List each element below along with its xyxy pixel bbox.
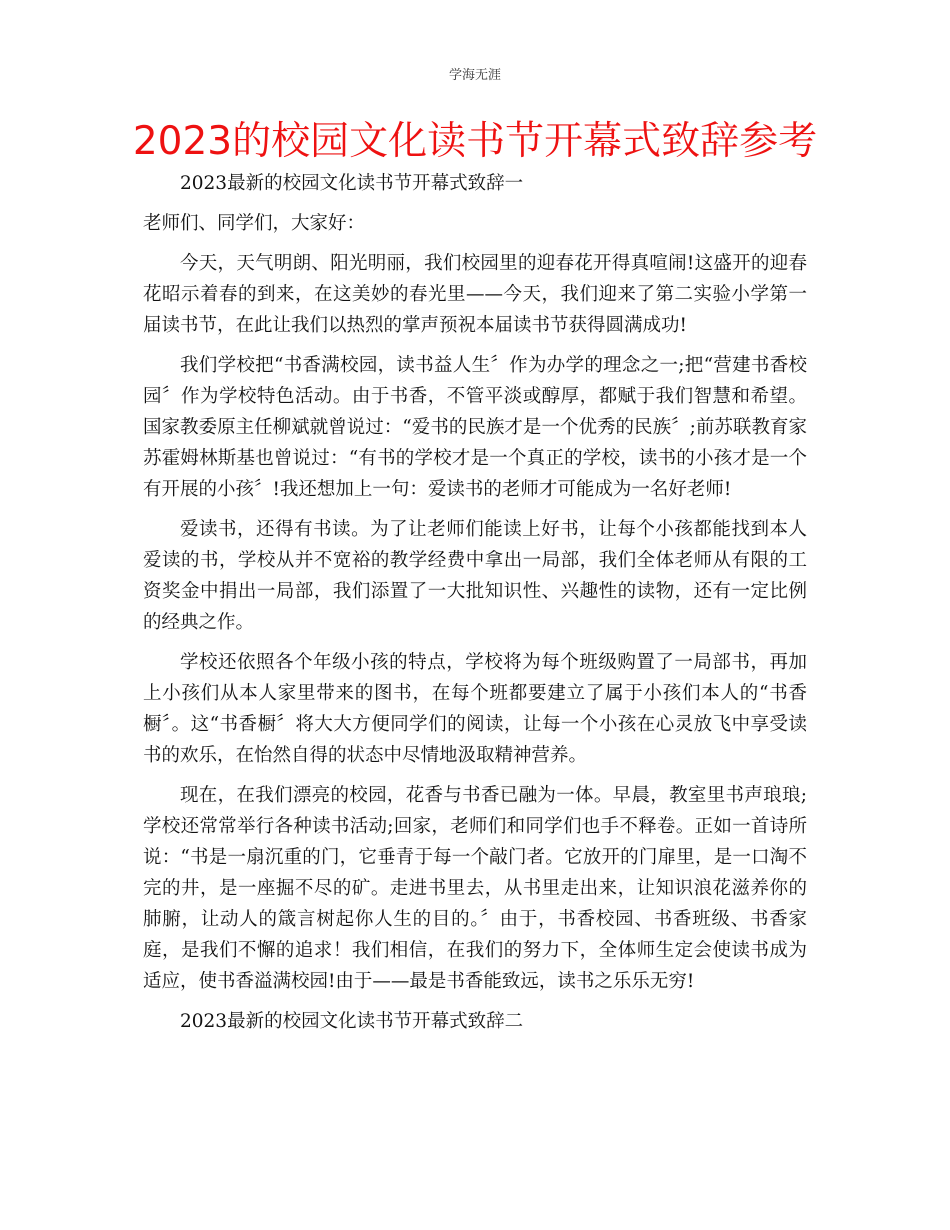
paragraph: 爱读书，还得有书读。为了让老师们能读上好书，让每个小孩都能找到本人爱读的书，学校从并不宽裕的教学经费中拿出一局部，我们全体老师从有限的工资奖金中捐出一局部，我们添置了一大批知识性、兴趣性的读物，还有一定比例的经典之作。 <box>143 519 807 633</box>
document-body <box>143 168 807 1046</box>
paragraph: 现在，在我们漂亮的校园，花香与书香已融为一体。早晨，教室里书声琅琅;学校还常常举行各种读书活动;回家，老师们和同学们也手不释卷。正如一首诗所说：“书是一扇沉重的门，它垂青于每一个敲门者。它放开的门扉里，是一口淘不完的井，是一座掘不尽的矿。走进书里去，从书里走出来，让知识浪花滋养你的肺腑，让动人的箴言树起你人生的目的。〞由于，书香校园、书香班级、书香家庭，是我们不懈的追求！我们相信，在我们的努力下，全体师生定会使读书成为适应，使书香溢满校园!由于——最是书香能致远，读书之乐乐无穷! <box>143 785 807 992</box>
section-heading-2: 2023最新的校园文化读书节开幕式致辞二 <box>180 1011 524 1032</box>
greeting: 老师们、同学们，大家好： <box>143 213 366 234</box>
paragraph: 学校还依照各个年级小孩的特点，学校将为每个班级购置了一局部书，再加上小孩们从本人家里带来的图书，在每个班都要建立了属于小孩们本人的“书香橱〞。这“书香橱〞将大大方便同学们的阅读，让每一个小孩在心灵放飞中享受读书的欢乐，在怡然自得的状态中尽情地汲取精神营养。 <box>143 652 807 766</box>
paragraph: 今天，天气明朗、阳光明丽，我们校园里的迎春花开得真喧闹!这盛开的迎春花昭示着春的到来，在这美妙的春光里——今天，我们迎来了第二实验小学第一届读书节，在此让我们以热烈的掌声预祝本届读书节获得圆满成功! <box>143 253 807 336</box>
section-heading-1: 2023最新的校园文化读书节开幕式致辞一 <box>180 173 524 194</box>
document-title: 2023的校园文化读书节开幕式致辞参考 <box>132 119 818 164</box>
paragraph: 我们学校把“书香满校园，读书益人生〞作为办学的理念之一;把“营建书香校园〞作为学校特色活动。由于书香，不管平淡或醇厚，都赋于我们智慧和希望。国家教委原主任柳斌就曾说过：“爱书的民族才是一个优秀的民族〞;前苏联教育家苏霍姆林斯基也曾说过：“有书的学校才是一个真正的学校，读书的小孩才是一个有开展的小孩〞!我还想加上一句：爱读书的老师才可能成为一名好老师! <box>143 355 807 500</box>
page-header: 学海无涯 <box>448 68 501 83</box>
